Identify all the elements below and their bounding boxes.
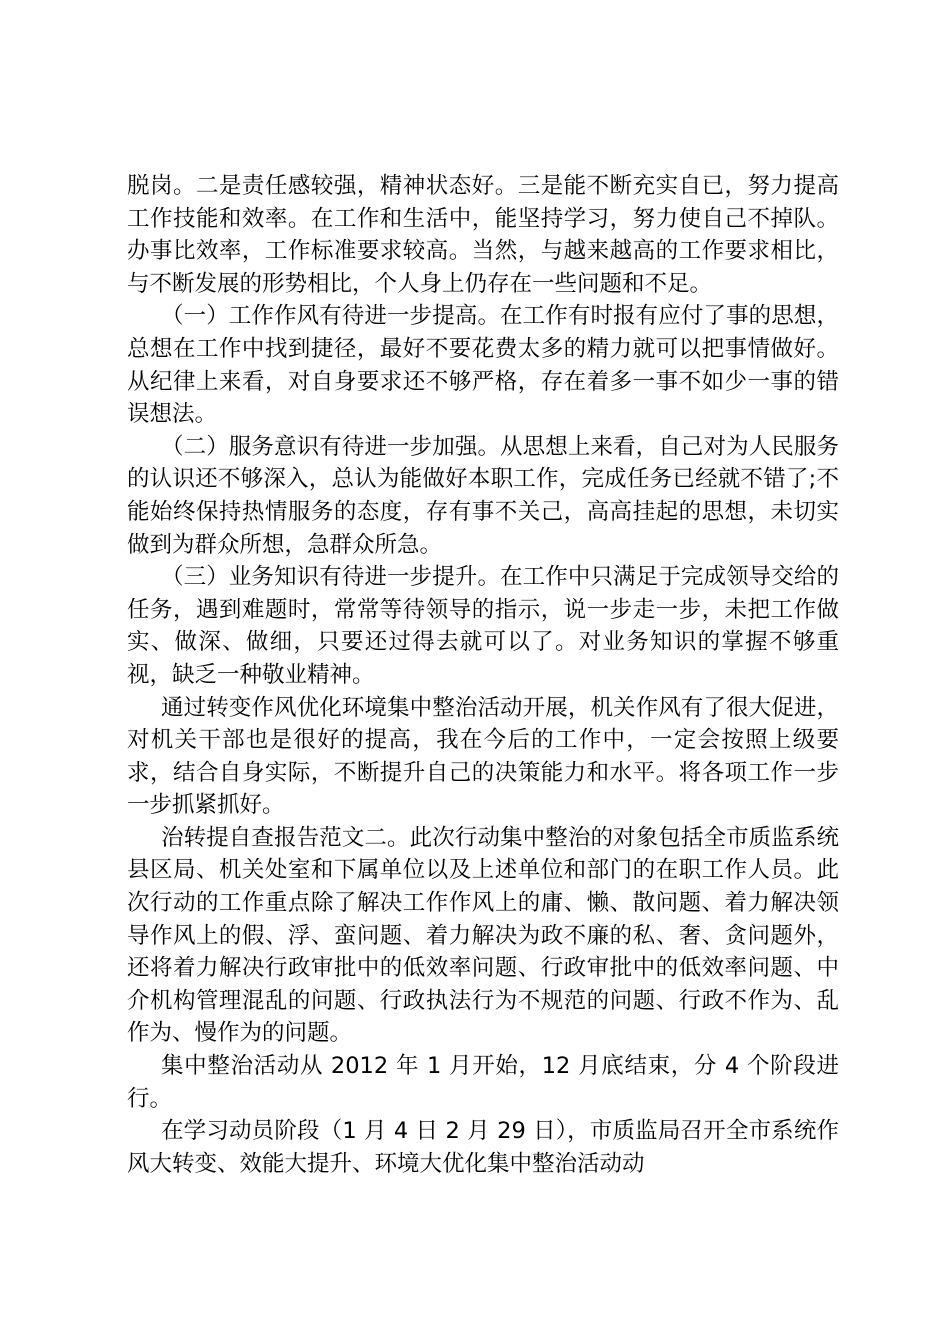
paragraph-8: 在学习动员阶段（1 月 4 日 2 月 29 日），市质监局召开全市系统作风大转变、效能大提升、环境大优化集中整治活动动 [127, 1118, 839, 1177]
paragraph-7: 集中整治活动从 2012 年 1 月开始，12 月底结束，分 4 个阶段进行。 [127, 1053, 839, 1112]
paragraph-4: （三）业务知识有待进一步提升。在工作中只满足于完成领导交给的任务，遇到难题时，常常等待领导的指示，说一步走一步，未把工作做实、做深、做细，只要还过得去就可以了。对业务知识的掌握不够重视，缺乏一种敬业精神。 [127, 564, 839, 688]
paragraph-2: （一）工作作风有待进一步提高。在工作有时报有应付了事的思想，总想在工作中找到捷径，最好不要花费太多的精力就可以把事情做好。从纪律上来看，对自身要求还不够严格，存在着多一事不如少一事的错误想法。 [127, 303, 839, 428]
document-page [127, 170, 839, 1180]
paragraph-3: （二）服务意识有待进一步加强。从思想上来看，自己对为人民服务的认识还不够深入，总认为能做好本职工作，完成任务已经就不错了;不能始终保持热情服务的态度，存有事不关己，高高挂起的思想，未切实做到为群众所想，急群众所急。 [127, 433, 839, 558]
paragraph-6: 治转提自查报告范文二。此次行动集中整治的对象包括全市质监系统县区局、机关处室和下属单位以及上述单位和部门的在职工作人员。此次行动的工作重点除了解决工作作风上的庸、懒、散问题、着力解决领导作风上的假、浮、蛮问题、着力解决为政不廉的私、奢、贪问题外，还将着力解决行政审批中的低效率问题、行政审批中的低效率问题、中介机构管理混乱的问题、行政执法行为不规范的问题、行政不作为、乱作为、慢作为的问题。 [127, 824, 839, 1047]
paragraph-1: 脱岗。二是责任感较强，精神状态好。三是能不断充实自已，努力提高工作技能和效率。在工作和生活中，能坚持学习，努力使自己不掉队。办事比效率，工作标准要求较高。当然，与越来越高的工作要求相比，与不断发展的形势相比，个人身上仍存在一些问题和不足。 [127, 173, 839, 297]
paragraph-5: 通过转变作风优化环境集中整治活动开展，机关作风有了很大促进，对机关干部也是很好的提高，我在今后的工作中，一定会按照上级要求，结合自身实际，不断提升自己的决策能力和水平。将各项工作一步一步抓紧抓好。 [127, 694, 839, 819]
